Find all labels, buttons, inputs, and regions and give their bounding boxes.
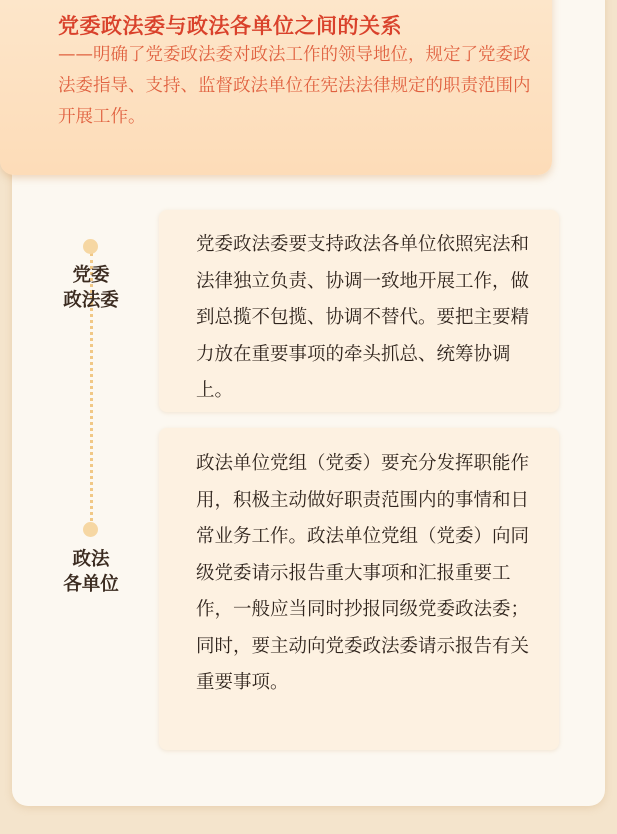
timeline-label-party-committee — [46, 263, 136, 313]
page-title: 党委政法委与政法各单位之间的关系 — [58, 14, 402, 38]
timeline-dot-party-committee — [83, 239, 98, 254]
political-units-duty-card: 政法单位党组（党委）要充分发挥职能作用，积极主动做好职责范围内的事情和日常业务工作。政法单位党组（党委）向同级党委请示报告重大事项和汇报重要工作，一般应当同时抄报同级党委政法委；同时，要主动向党委政法委请示报告有关重要事项。 — [159, 428, 559, 750]
party-committee-duty-card: 党委政法委要支持政法各单位依照宪法和法律独立负责、协调一致地开展工作，做到总揽不包揽、协调不替代。要把主要精力放在重要事项的牵头抓总、统筹协调上。 — [159, 210, 559, 412]
timeline-dot-political-units — [83, 522, 98, 537]
timeline-label-line: 各单位 — [63, 574, 119, 595]
timeline-label-line: 政法委 — [63, 290, 119, 311]
timeline-label-line: 党委 — [72, 265, 110, 286]
header-banner — [0, 0, 552, 175]
timeline-label-political-units — [46, 547, 136, 597]
header-description: ——明确了党委政法委对政法工作的领导地位，规定了党委政法委指导、支持、监督政法单位在宪法法律规定的职责范围内开展工作。 — [58, 45, 531, 127]
timeline-label-line: 政法 — [72, 549, 110, 570]
